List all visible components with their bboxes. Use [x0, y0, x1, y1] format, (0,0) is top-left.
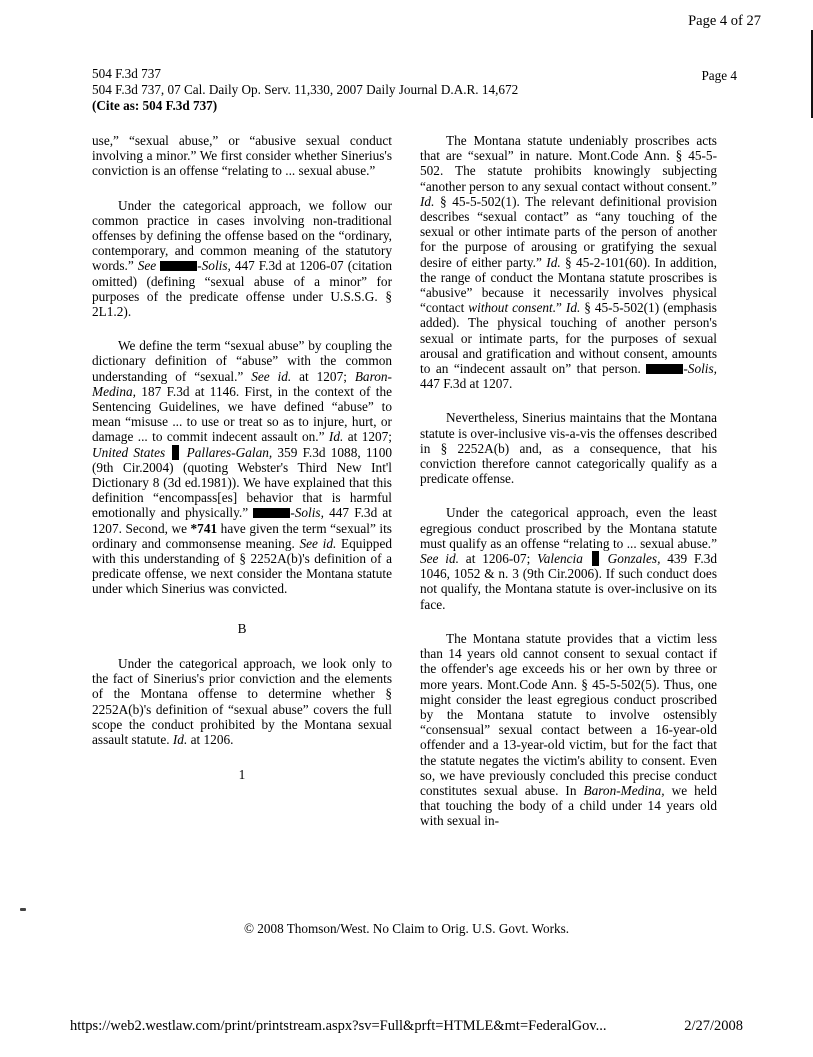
text-run: Equipped with this understanding of § 2252A(b)'s definition of a predicate offense, we next consider the Montana statute under which Sinerius was convicted.: [92, 535, 392, 597]
text-run: 447 F.3d at 1207.: [420, 376, 513, 392]
scan-margin-artifact: [20, 908, 26, 911]
text-run: The Montana statute provides that a victim less than 14 years old cannot consent to sexual contact if the offender's age exceeds his or her own by three or more years. Mont.Code Ann. § 45-5-502(5). Thus, one might consider the least egregious conduct proscribed by the Montana statute to involve ostensibly “consensual” sexual contact between a 16-year-old offender and a 13-year-old victim, but for the fact that the statute negates the victim's ability to consent. Even so, we have previously concluded this precise conduct constitutes sexual abuse. In: [420, 630, 717, 798]
text-run: Id.: [546, 254, 561, 270]
text-run: Under the categorical approach, we follow our common practice in cases involving non-traditional offenses by defining the offense based on the “ordinary, contemporary, and common meaning of the statutory words.”: [92, 197, 392, 274]
cite-as-line: (Cite as: 504 F.3d 737): [92, 98, 218, 113]
text-run: § 45-5-502(1) (emphasis added). The physical touching of another person's sexual or intimate parts, for the purposes of sexual arousal and gratification and without consent, amounts to an “indecent assault on” that person.: [420, 300, 717, 377]
text-run: Pallares-Galan,: [181, 444, 273, 460]
paragraph-left-2: [92, 198, 392, 320]
text-run: Under the categorical approach, we look only to the fact of Sinerius's prior conviction and the elements of the Montana offense to determine whether § 2252A(b)'s definition of “sexual abuse” covers the full scope the conduct prohibited by the Montana sexual assault statute.: [92, 655, 392, 747]
text-run: Baron-Medina,: [583, 782, 665, 798]
text-run: Id.: [172, 731, 188, 747]
right-column: [420, 133, 717, 848]
redaction-box: [160, 261, 197, 271]
text-run: Under the categorical approach, even the least egregious conduct proscribed by the Montana statute must qualify as an offense “relating to ... sexual abuse.”: [420, 505, 717, 551]
text-run: *741: [190, 520, 218, 536]
header-page-label: Page 4: [701, 68, 737, 83]
text-run: 439 F.3d 1046, 1052 & n. 3 (9th Cir.2006). If such conduct does not qualify, the Montana statute is over-inclusive on its face.: [420, 551, 717, 612]
paragraph-left-4: [92, 656, 392, 747]
text-run: Nevertheless, Sinerius maintains that the Montana statute is over-inclusive vis-a-vis the offenses described in § 2252A(b) and, as a consequence, that his conviction therefore cannot categorically qualify as a predicate offense.: [420, 410, 717, 487]
text-run: Id.: [420, 193, 435, 209]
paragraph-right-4: [420, 631, 717, 829]
paragraph-left-1: [92, 133, 392, 179]
copyright-footer: © 2008 Thomson/West. No Claim to Orig. U.S. Govt. Works.: [243, 921, 569, 936]
redaction-box: [592, 551, 599, 566]
section-heading-b: B: [237, 620, 247, 636]
text-run: at 1207;: [343, 429, 392, 445]
text-run: -Solis,: [290, 505, 324, 521]
redaction-box: [646, 364, 683, 374]
citation-line-1: 504 F.3d 737: [92, 66, 161, 81]
text-run: See id.: [420, 551, 459, 567]
paragraph-right-2: [420, 410, 717, 486]
print-status-line: [70, 1018, 743, 1035]
text-run: 447 F.3d at 1206-07 (citation omitted) (defining “sexual abuse of a minor” for purposes of the predicate offense under U.S.S.G. § 2L1.2).: [92, 258, 392, 320]
paragraph-right-1: [420, 133, 717, 391]
text-run: without consent.: [468, 300, 557, 316]
text-run: See id.: [299, 535, 337, 551]
text-run: -Solis,: [197, 258, 231, 274]
text-run: at 1207;: [291, 368, 355, 384]
text-run: See: [137, 258, 161, 274]
text-run: have given the term “sexual” its ordinary and commonsense meaning.: [92, 520, 392, 551]
redaction-box: [172, 445, 179, 460]
source-url: https://web2.westlaw.com/print/printstream.aspx?sv=Full&prft=HTMLE&mt=FederalGov...: [70, 1018, 607, 1034]
text-run: at 1206.: [187, 731, 234, 747]
text-run: We define the term “sexual abuse” by coupling the dictionary definition of “abuse” with the common understanding of “sexual.”: [92, 338, 392, 384]
text-run: ”: [556, 300, 566, 316]
left-column: [92, 133, 392, 848]
text-run: The Montana statute undeniably proscribes acts that are “sexual” in nature. Mont.Code Ann. § 45-5-502. The statute prohibits knowingly subjecting “another person to any sexual contact without consent.”: [420, 133, 717, 194]
document-body: [92, 133, 717, 848]
paragraph-left-3: [92, 338, 392, 596]
citation-line-2: 504 F.3d 737, 07 Cal. Daily Op. Serv. 11,330, 2007 Daily Journal D.A.R. 14,672: [92, 82, 519, 97]
text-run: Id.: [565, 300, 581, 316]
text-run: 187 F.3d at 1146. First, in the context of the Sentencing Guidelines, we have defined “abuse” to mean “misuse ... to use or treat so as to injure, hurt, or damage ... to commit indecent assault on.”: [92, 383, 392, 445]
print-date: 2/27/2008: [684, 1018, 743, 1034]
redaction-box: [253, 508, 290, 518]
text-run: use,” “sexual abuse,” or “abusive sexual conduct involving a minor.” We first consider whether Sinerius's conviction is an offense “relating to ... sexual abuse.”: [92, 133, 392, 179]
text-run: Valencia: [537, 551, 590, 567]
document-page-number: 1: [238, 767, 246, 783]
text-run: -Solis,: [683, 361, 717, 377]
text-run: § 45-5-502(1). The relevant definitional provision describes “sexual contact” as “any touching of the sexual or other intimate parts of the person of another for the purpose of arousing or gratifying the sexual desire of either party.”: [420, 193, 717, 270]
text-run: See id.: [251, 368, 292, 384]
text-run: § 45-2-101(60). In addition, the range of conduct the Montana statute proscribes is “abusive” because it necessarily involves physical “contact: [420, 254, 717, 316]
text-run: at 1206-07;: [458, 551, 538, 567]
paragraph-right-3: [420, 505, 717, 611]
text-run: Baron-Medina,: [92, 368, 392, 399]
text-run: United States: [92, 444, 171, 460]
text-run: 447 F.3d at 1207. Second, we: [92, 505, 392, 536]
text-run: Gonzales,: [600, 551, 661, 567]
text-run: Id.: [328, 429, 344, 445]
print-page-indicator: Page 4 of 27: [688, 13, 761, 29]
text-run: 359 F.3d 1088, 1100 (9th Cir.2004) (quoting Webster's Third New Int'l Dictionary 8 (3d ed.1981)). We have explained that this definition “encompass[es] behavior that is harmful emotionally and physically.”: [92, 444, 392, 521]
document-header: [92, 66, 737, 114]
text-run: we held that touching the body of a child under 14 years old with sexual in-: [420, 782, 717, 829]
